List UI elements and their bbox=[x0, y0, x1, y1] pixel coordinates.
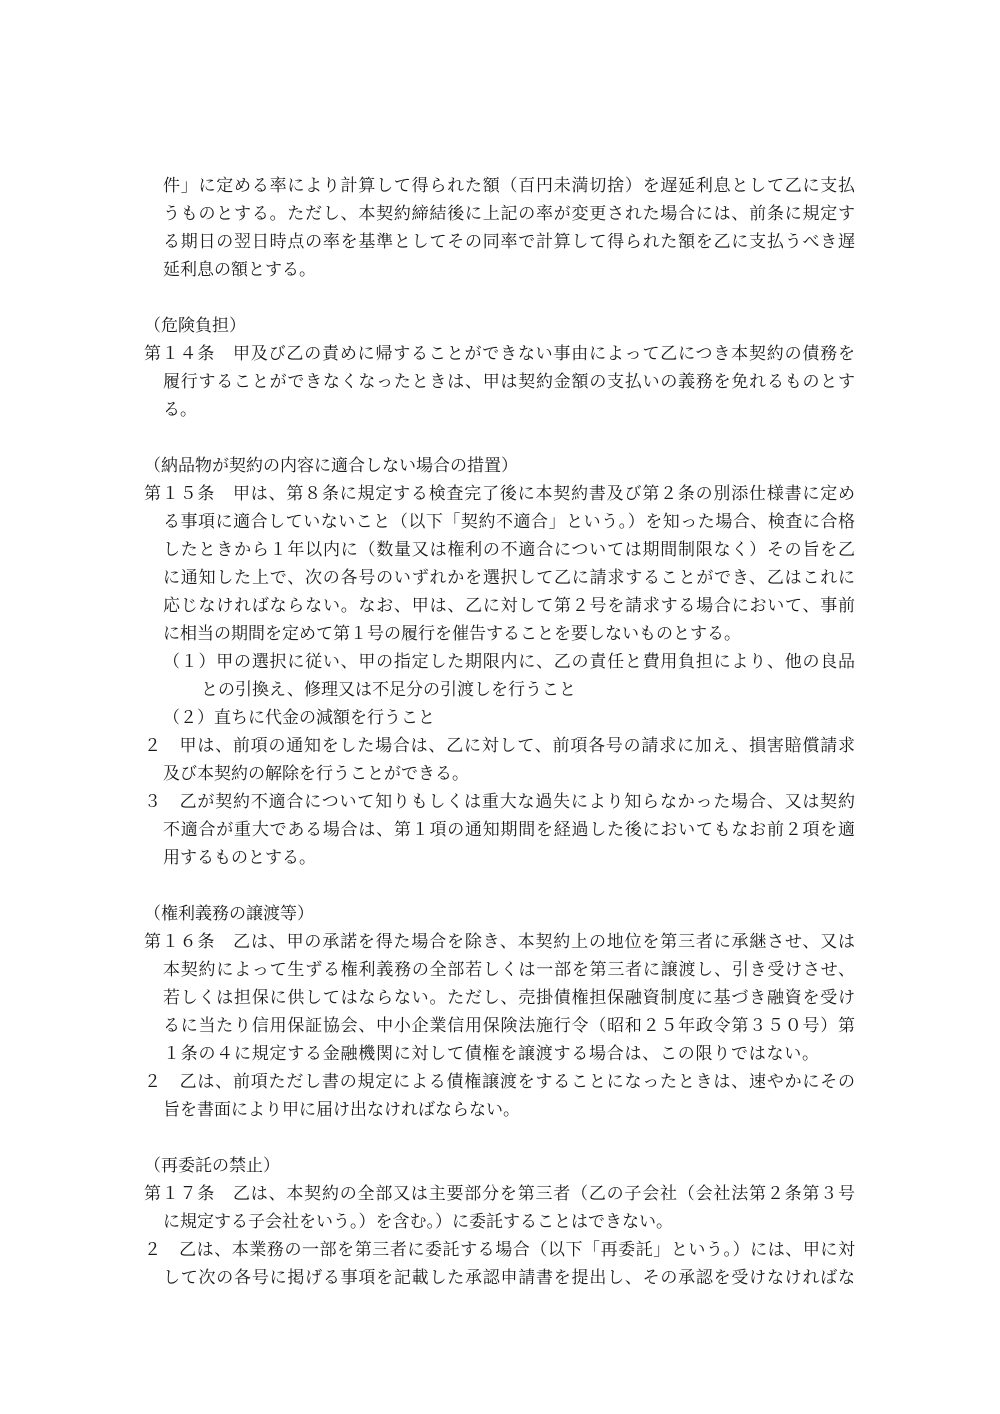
article-16-line-1: 第１６条 乙は、甲の承諾を得た場合を除き、本契約上の地位を第三者に承継させ、又は bbox=[144, 932, 855, 952]
article-15-para-3-line-3: 用するものとする。 bbox=[163, 848, 316, 868]
article-13-line-4: 延利息の額とする。 bbox=[163, 260, 316, 280]
article-16-line-4: るに当たり信用保証協会、中小企業信用保険法施行令（昭和２５年政令第３５０号）第 bbox=[163, 1016, 855, 1036]
article-13-line-1: 件」に定める率により計算して得られた額（百円未満切捨）を遅延利息として乙に支払 bbox=[163, 176, 855, 196]
article-16-line-3: 若しくは担保に供してはならない。ただし、売掛債権担保融資制度に基づき融資を受け bbox=[163, 988, 855, 1008]
article-15-line-4: に通知した上で、次の各号のいずれかを選択して乙に請求することができ、乙はこれに bbox=[163, 568, 855, 588]
article-15-line-5: 応じなければならない。なお、甲は、乙に対して第２号を請求する場合において、事前 bbox=[163, 596, 855, 616]
article-15-line-6: に相当の期間を定めて第１号の履行を催告することを要しないものとする。 bbox=[163, 624, 741, 644]
article-17-line-2: に規定する子会社をいう。）を含む。）に委託することはできない。 bbox=[163, 1212, 673, 1232]
article-16-heading: （権利義務の譲渡等） bbox=[144, 904, 314, 924]
article-15-heading: （納品物が契約の内容に適合しない場合の措置） bbox=[144, 456, 518, 476]
article-15-para-2-line-1: ２ 甲は、前項の通知をした場合は、乙に対して、前項各号の請求に加え、損害賠償請求 bbox=[144, 736, 855, 756]
article-15-para-3-line-1: ３ 乙が契約不適合について知りもしくは重大な過失により知らなかった場合、又は契約 bbox=[144, 792, 855, 812]
article-17-para-2-line-1: ２ 乙は、本業務の一部を第三者に委託する場合（以下「再委託」という。）には、甲に対 bbox=[144, 1240, 855, 1260]
article-16-para-2-line-1: ２ 乙は、前項ただし書の規定による債権譲渡をすることになったときは、速やかにその bbox=[144, 1072, 855, 1092]
article-15-item-1: （１）甲の選択に従い、甲の指定した期限内に、乙の責任と費用負担により、他の良品 bbox=[163, 652, 855, 672]
article-14-line-2: 履行することができなくなったときは、甲は契約金額の支払いの義務を免れるものとす bbox=[163, 372, 855, 392]
article-17-para-2-line-2: して次の各号に掲げる事項を記載した承認申請書を提出し、その承認を受けなければな bbox=[163, 1268, 855, 1288]
article-13-line-3: る期日の翌日時点の率を基準としてその同率で計算して得られた額を乙に支払うべき遅 bbox=[163, 232, 855, 252]
article-17-line-1: 第１７条 乙は、本契約の全部又は主要部分を第三者（乙の子会社（会社法第２条第３号 bbox=[144, 1184, 855, 1204]
article-16-para-2-line-2: 旨を書面により甲に届け出なければならない。 bbox=[163, 1100, 520, 1120]
article-15-line-2: る事項に適合していないこと（以下「契約不適合」という。）を知った場合、検査に合格 bbox=[163, 512, 855, 532]
article-15-item-2: （２）直ちに代金の減額を行うこと bbox=[163, 708, 435, 728]
article-17-heading: （再委託の禁止） bbox=[144, 1156, 280, 1176]
article-15-line-3: したときから１年以内に（数量又は権利の不適合については期間制限なく）その旨を乙 bbox=[163, 540, 855, 560]
article-14-heading: （危険負担） bbox=[144, 316, 246, 336]
article-15-item-1-cont: との引換え、修理又は不足分の引渡しを行うこと bbox=[201, 680, 577, 700]
article-15-para-3-line-2: 不適合が重大である場合は、第１項の通知期間を経過した後においてもなお前２項を適 bbox=[163, 820, 855, 840]
article-16-line-2: 本契約によって生ずる権利義務の全部若しくは一部を第三者に譲渡し、引き受けさせ、 bbox=[163, 960, 855, 980]
article-16-line-5: １条の４に規定する金融機関に対して債権を譲渡する場合は、この限りではない。 bbox=[163, 1044, 819, 1064]
article-14-line-1: 第１４条 甲及び乙の責めに帰することができない事由によって乙につき本契約の債務を bbox=[144, 344, 855, 364]
article-15-line-1: 第１５条 甲は、第８条に規定する検査完了後に本契約書及び第２条の別添仕様書に定め bbox=[144, 484, 855, 504]
article-15-para-2-line-2: 及び本契約の解除を行うことができる。 bbox=[163, 764, 469, 784]
article-14-line-3: る。 bbox=[163, 400, 197, 420]
article-13-line-2: うものとする。ただし、本契約締結後に上記の率が変更された場合には、前条に規定す bbox=[163, 204, 855, 224]
